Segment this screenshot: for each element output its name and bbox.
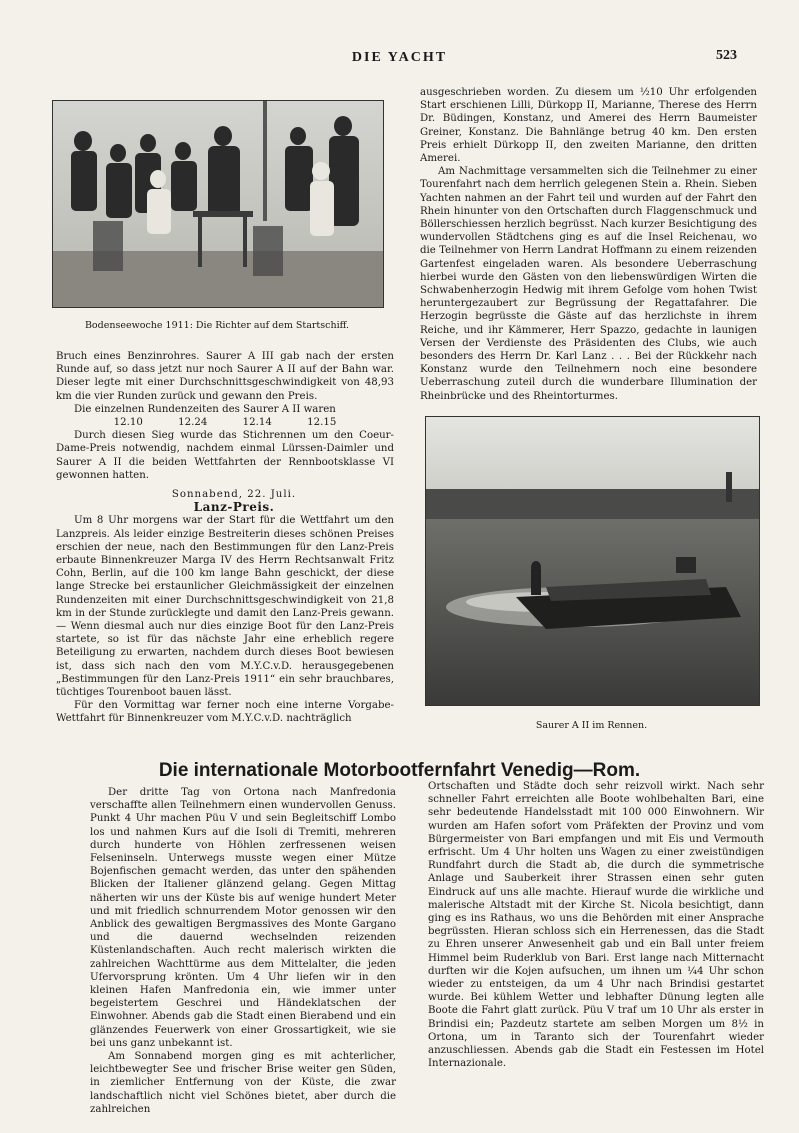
- photo-race-boat-image: [426, 417, 759, 705]
- lap-time: 12.24: [178, 417, 208, 429]
- paragraph: Bruch eines Benzinrohres. Saurer A III gab nach der ersten Runde auf, so dass jetzt nur noch Saurer A II auf der Bahn war. Dieser legte mit einer Durchschnittsgeschwindigkeit von 48,93 km die vier Runden zurück und gewann den Preis.: [56, 351, 394, 402]
- paragraph: Am Nachmittage versammelten sich die Teilnehmer zu einer Tourenfahrt nach dem herrlich gelegenen Stein a. Rhein. Sieben Yachten nahmen an der Fahrt teil und wurden auf der Fahrt den Rhein hinunter von den Ortschaften durch Flaggenschmuck und Böllerschiessen herzlich begrüsst. Nach kurzer Besichtigung des wundervollen Städtchens ging es auf die Insel Reichenau, wo die Teilnehmer von Herrn Landrat Hoffmann zu einem reizenden Gartenfest eingeladen waren. Als besondere Ueberraschung hierbei wurde den Gästen von den liebenswürdigen Wirten die Schwabenherzogin Hedwig mit ihrem Gefolge vom hohen Twist heruntergezaubert zur Begrüssung der Regattafahrer. Die Herzogin begrüsste die Gäste auf das herzlichste in ihrem Reiche, und ihr Kämmerer, Herr Spazzo, gedachte in launigen Versen der Verdienste des Präsidenten des Clubs, wie auch besonders des Herrn Dr. Karl Lanz . . . Bei der Rückkehr nach Konstanz wurde den Teilnehmern noch eine besondere Ueberraschung zuteil durch die wunderbare Illumination der Rheinbrücke und des Rheintorturmes.: [420, 166, 757, 402]
- paragraph: Der dritte Tag von Ortona nach Manfredonia verschaffte allen Teilnehmern einen wundervollen Genuss. Punkt 4 Uhr machen Püu V und sein Begleitschiff Lombo los und nahmen Kurs auf die Isoli di Tremiti, mehreren durch hunderte von Höhlen zerfressenen weisen Felseninseln. Unterwegs musste wegen einer Mütze Bojenfischen gemacht werden, das unter den spähenden Blicken der Italiener glänzend gelang. Gegen Mittag näherten wir uns der Küste bis auf wenige hundert Meter und mit friedlich schnurrendem Motor genossen wir den Anblick des gewaltigen Bergmassives des Monte Gargano und die dauernd wechselnden reizenden Küstenlandschaften. Auch recht malerisch wirkten die zahlreichen Wachttürme aus dem Mittelalter, die jeden Ufervorsprung krönten. Um 4 Uhr liefen wir in den kleinen Hafen Manfredonia ein, wie immer unter begeistertem Geschrei und Händeklatschen der Einwohner. Abends gab die Stadt einen Bierabend und ein glänzendes Feuerwerk von einer Grossartigkeit, wie sie bei uns ganz unbekannt ist.: [90, 787, 396, 1049]
- paragraph: Durch diesen Sieg wurde das Stichrennen um den Coeur-Dame-Preis notwendig, nachdem einmal Lürssen-Daimler und Saurer A II die beiden Wettfahrten der Rennbootsklasse VI gewonnen hatten.: [56, 430, 394, 481]
- lap-times: [56, 416, 394, 429]
- running-title: DIE YACHT: [351, 50, 448, 65]
- section-date: Sonnabend, 22. Juli.: [171, 489, 297, 501]
- page-number: 523: [716, 48, 737, 63]
- photo-judges-caption: Bodenseewoche 1911: Die Richter auf dem Startschiff.: [84, 320, 350, 331]
- photo-judges-image: [53, 101, 383, 307]
- lap-time: 12.14: [242, 417, 272, 429]
- right-top-column: [420, 86, 757, 403]
- photo-race-boat: [425, 416, 760, 706]
- photo-judges: [52, 100, 384, 308]
- paragraph: Um 8 Uhr morgens war der Start für die Wettfahrt um den Lanzpreis. Als leider einzige Bestreiterin dieses schönen Preises erschien der neue, nach den Bestimmungen für den Lanz-Preis erbaute Binnenkreuzer Marga IV des Herrn Rechtsanwalt Fritz Cohn, Berlin, auf die 100 km lange Bahn geschickt, der diese lange Strecke bei erstaunlicher Gleichmässigkeit der einzelnen Rundenzeiten mit einer Durchschnittsgeschwindigkeit von 21,8 km in der Stunde zurücklegte und damit den Lanz-Preis gewann. — Wenn diesmal auch nur dies einzige Boot für den Lanz-Preis startete, so ist für das nächste Jahr eine erheblich regere Beteiligung zu erwarten, nachdem durch dieses Boot bewiesen ist, dass sich nach den vom M.Y.C.v.D. herausgegebenen „Bestimmungen für den Lanz-Preis 1911“ ein sehr brauchbares, tüchtiges Tourenboot bauen lässt.: [56, 515, 394, 699]
- paragraph: Die einzelnen Rundenzeiten des Saurer A II waren: [74, 403, 336, 415]
- paragraph: ausgeschrieben worden. Zu diesem um ½10 Uhr erfolgenden Start erschienen Lilli, Dürkopp II, Marianne, Therese des Herrn Dr. Büdingen, Konstanz, und Amerei des Herrn Baumeister Greiner, Konstanz. Die Bahnlänge betrug 40 km. Den ersten Preis erhielt Dürkopp II, den zweiten Marianne, den dritten Amerei.: [420, 87, 757, 165]
- paragraph: Ortschaften und Städte doch sehr reizvoll wirkt. Nach sehr schneller Fahrt erreichten alle Boote wohlbehalten Bari, eine sehr bedeutende Handelsstadt mit 100 000 Einwohnern. Wir wurden am Hafen sofort vom Präfekten der Provinz und vom Bürgermeister von Bari empfangen und mit Eis und Vermouth erfrischt. Um 4 Uhr holten uns Wagen zu einer zweistündigen Rundfahrt durch die Stadt ab, die durch die symmetrische Anlage und Sauberkeit ihrer Strassen einen sehr guten Eindruck auf uns alle machte. Hierauf wurde die wirkliche und malerische Altstadt mit der Kirche St. Nicola besichtigt, dann ging es ins Rathaus, wo uns die Behörden mit einer Ansprache begrüssten. Hieran schloss sich ein Herrenessen, das die Stadt zu Ehren unserer Anwesenheit gab und ein Ball unter freiem Himmel beim Ruderklub von Bari. Erst lange nach Mitternacht durften wir die Kojen aufsuchen, um ihnen um ¼4 Uhr schon wieder zu entsteigen, da um 4 Uhr nach Brindisi gestartet wurde. Bei kühlem Wetter und lebhafter Dünung legten alle Boote die Fahrt glatt zurück. Püu V traf um 10 Uhr als erster in Brindisi ein; Pazdeutz startete am selben Morgen um 8½ in Ortona, um in Taranto sich der Tourenfahrt wieder anzuschliessen. Abends gab die Stadt ein Festessen im Hotel Internazionale.: [428, 781, 764, 1070]
- lap-time: 12.10: [113, 417, 143, 429]
- lap-time: 12.15: [307, 417, 337, 429]
- section-heading: Lanz-Preis.: [193, 500, 275, 515]
- paragraph: Am Sonnabend morgen ging es mit achterlicher, leichtbewegter See und frischer Brise weiter gen Süden, in ziemlicher Entfernung von der Küste, die zwar landschaftlich nicht viel Schönes bietet, aber durch die zahlreichen: [90, 1051, 396, 1115]
- article-title: Die internationale Motorbootfernfahrt Venedig—Rom.: [158, 760, 641, 781]
- left-top-column: [56, 350, 394, 726]
- paragraph: Für den Vormittag war ferner noch eine interne Vorgabe-Wettfahrt für Binnenkreuzer vom M.Y.C.v.D. nachträglich: [56, 700, 394, 725]
- photo-race-boat-caption: Saurer A II im Rennen.: [535, 720, 648, 731]
- article-left-column: [90, 786, 396, 1116]
- article-right-column: [428, 780, 764, 1070]
